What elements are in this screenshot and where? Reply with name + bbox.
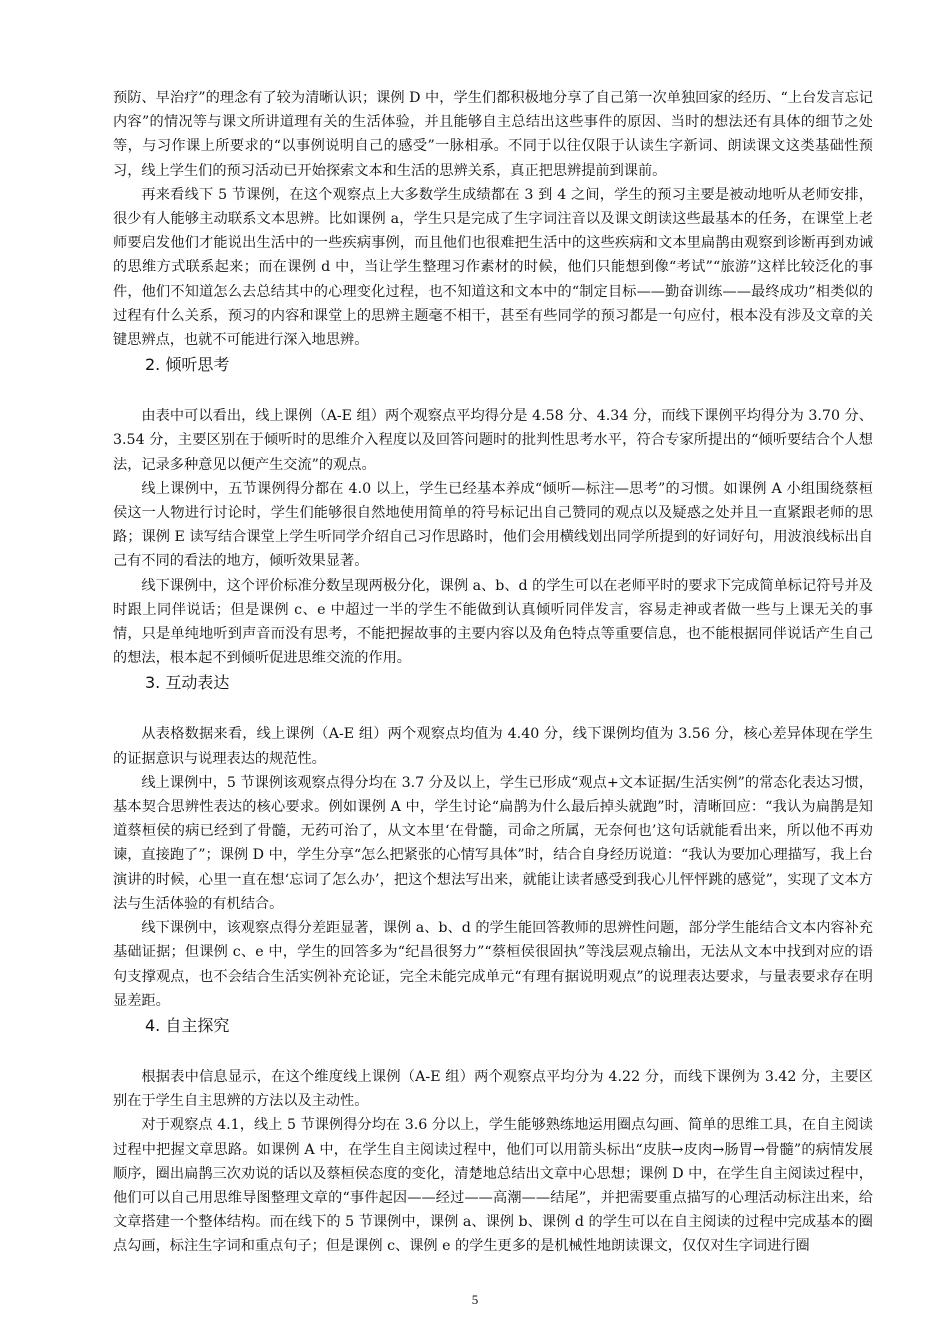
spacer	[113, 1039, 873, 1065]
paragraph: 线上课例中，5 节课例该观察点得分均在 3.7 分及以上，学生已形成“观点+文本证据/生活实例”的常态化表达习惯，基本契合思辨性表达的核心要求。例如课例 A 中，学生讨论“扁鹊为什么最后掉头就跑”时，清晰回应：“我认为扁鹊是知道蔡桓侯的病已经到了骨髓，无药可治了，从文本里‘在骨髓，司命之所属，无奈何也’这句话就能看出来，所以他不再劝谏，直接跑了”；课例 D 中，学生分享“怎么把紧张的心情写具体”时，结合自身经历说道：“我认为要加心理描写，我上台演讲的时候，心里一直在想‘忘词了怎么办’，把这个想法写出来，就能让读者感受到我心儿怦怦跳的感觉”，实现了文本方法与生活体验的有机结合。	[113, 774, 873, 912]
spacer	[113, 378, 873, 404]
section-heading: 4. 自主探究	[145, 1015, 230, 1035]
paragraph: 预防、早治疗”的理念有了较为清晰认识；课例 D 中，学生们都积极地分享了自己第一次单独回家的经历、“上台发言忘记内容”的情况等与课文所讲道理有关的生活体验，并且能够自主总结出这些事件的原因、当时的想法还有具体的细节之处等，与习作课上所要求的“以事例说明自己的感受”一脉相承。不同于以往仅限于认读生字新词、朗读课文这类基础性预习，线上学生们的预习活动已开始探索文本和生活的思辨关系，真正把思辨提前到课前。	[113, 90, 873, 179]
paragraph: 从表格数据来看，线上课例（A-E 组）两个观察点均值为 4.40 分，线下课例均值为 3.56 分，核心差异体现在学生的证据意识与说理表达的规范性。	[113, 726, 873, 767]
section-heading: 3. 互动表达	[145, 673, 230, 693]
paragraph: 对于观察点 4.1，线上 5 节课例得分均在 3.6 分以上，学生能够熟练地运用圈点勾画、简单的思维工具，在自主阅读过程中把握文章思路。如课例 A 中，在学生自主阅读过程中，他们可以用箭头标出“皮肤→皮肉→肠胃→骨髓”的病情发展顺序，圈出扁鹊三次劝说的话以及蔡桓侯态度的变化，清楚地总结出文章中心思想；课例 D 中，在学生自主阅读过程中，他们可以自己用思维导图整理文章的“事件起因——经过——高潮——结尾”，并把需要重点描写的心理活动标注出来，给文章搭建一个整体结构。而在线下的 5 节课例中，课例 a、课例 b、课例 d 的学生可以在自主阅读的过程中完成基本的圈点勾画，标注生字词和重点句子；但是课例 c、课例 e 的学生更多的是机械性地朗读课文，仅仅对生字词进行圈	[113, 1117, 873, 1255]
document-page	[113, 86, 873, 1259]
paragraph: 根据表中信息显示，在这个维度线上课例（A-E 组）两个观察点平均分为 4.22 分，而线下课例为 3.42 分，主要区别在于学生自主思辨的方法以及主动性。	[113, 1068, 873, 1110]
spacer	[113, 696, 873, 722]
paragraph: 由表中可以看出，线上课例（A-E 组）两个观察点平均得分是 4.58 分、4.34 分，而线下课例平均得分为 3.70 分、3.54 分，主要区别在于倾听时的思维介入程度以及回答问题时的批判性思考水平，符合专家所提出的“倾听要结合个人想法，记录多种意见以便产生交流”的观点。	[113, 408, 873, 473]
paragraph: 再来看线下 5 节课例，在这个观察点上大多数学生成绩都在 3 到 4 之间，学生的预习主要是被动地听从老师安排，很少有人能够主动联系文本思辨。比如课例 a，学生只是完成了生字词注音以及课文朗读这些最基本的任务，在课堂上老师要启发他们才能说出生活中的一些疾病事例，而且他们也很难把生活中的这些疾病和文本里扁鹊由观察到诊断再到劝诫的思维方式联系起来；而在课例 d 中，当让学生整理习作素材的时候，他们只能想到像“考试”“旅游”这样比较泛化的事件，他们不知道怎么去总结其中的心理变化过程，也不知道这和文本中的“制定目标——勤奋训练——最终成功”相类似的过程有什么关系，预习的内容和课堂上的思辨主题毫不相干，甚至有些同学的预习都是一句应付，根本没有涉及文章的关键思辨点，也就不可能进行深入地思辨。	[113, 186, 873, 349]
page-number: 5	[471, 1292, 479, 1307]
section-heading: 2. 倾听思考	[145, 355, 230, 375]
paragraph: 线下课例中，该观察点得分差距显著，课例 a、b、d 的学生能回答教师的思辨性问题，部分学生能结合文本内容补充基础证据；但课例 c、e 中，学生的回答多为“纪昌很努力”“蔡桓侯很固执”等浅层观点输出，无法从文本中找到对应的语句支撑观点，也不会结合生活实例补充论证，完全未能完成单元“有理有据说明观点”的说理表达要求，与量表要求存在明显差距。	[113, 920, 873, 1009]
paragraph: 线上课例中，五节课例得分都在 4.0 以上，学生已经基本养成“倾听—标注—思考”的习惯。如课例 A 小组围绕蔡桓侯这一人物进行讨论时，学生们能够很自然地使用简单的符号标记出自己赞同的观点以及疑惑之处并且一直紧跟老师的思路；课例 E 读写结合课堂上学生听同学介绍自己习作思路时，他们会用横线划出同学所提到的好词好句，用波浪线标出自己有不同的看法的地方，倾听效果显著。	[113, 480, 873, 570]
paragraph: 线下课例中，这个评价标准分数呈现两极分化，课例 a、b、d 的学生可以在老师平时的要求下完成简单标记符号并及时跟上同伴说话；但是课例 c、e 中超过一半的学生不能做到认真倾听同伴发言，容易走神或者做一些与上课无关的事情，只是单纯地听到声音而没有思考，不能把握故事的主要内容以及角色特点等重要信息，也不能根据同伴说话产生自己的想法，根本起不到倾听促进思维交流的作用。	[113, 577, 873, 667]
